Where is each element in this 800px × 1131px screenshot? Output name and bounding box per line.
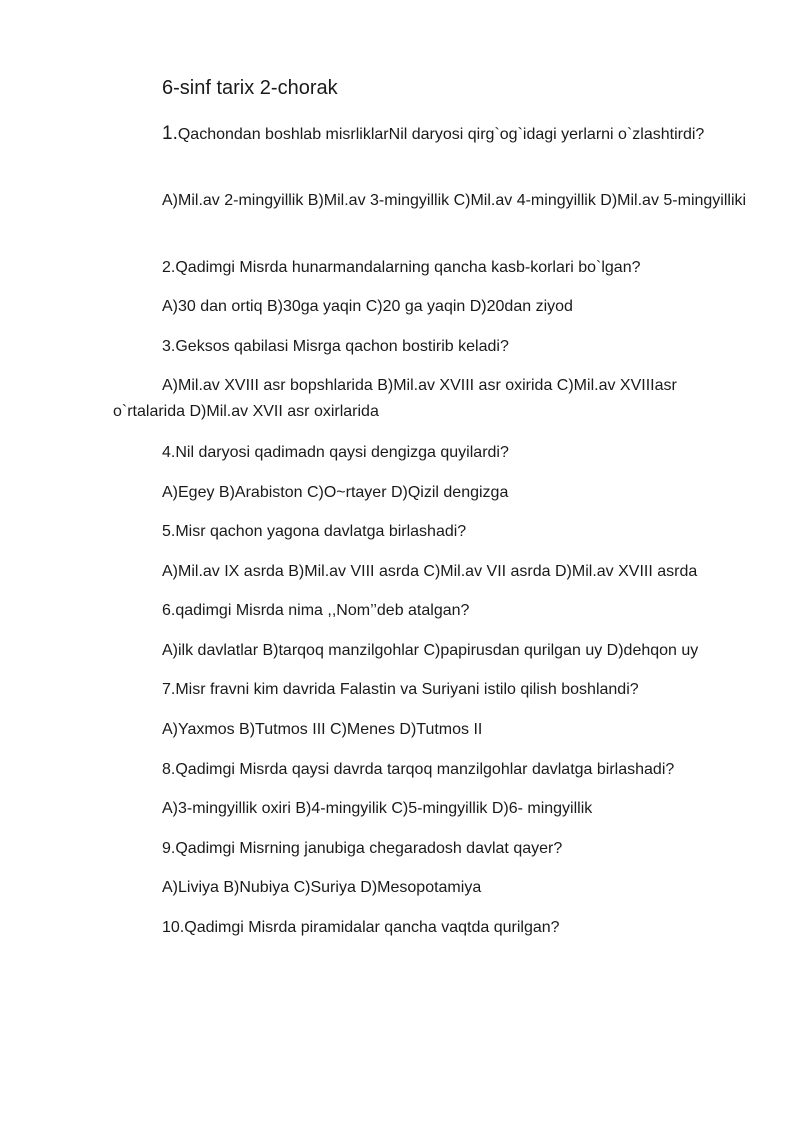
answer-1: A)Mil.av 2-mingyillik B)Mil.av 3-mingyillik C)Mil.av 4-mingyillik D)Mil.av 5-mingyilliki — [162, 192, 747, 209]
question-1 — [113, 121, 753, 148]
answer-4: A)Egey B)Arabiston C)O~rtayer D)Qizil dengizga — [162, 484, 509, 501]
question-1-number: 1. — [162, 123, 178, 144]
answer-9: A)Liviya B)Nubiya C)Suriya D)Mesopotamiya — [162, 879, 482, 896]
question-4: 4.Nil daryosi qadimadn qaysi dengizga quyilardi? — [162, 444, 509, 461]
document-title: 6-sinf tarix 2-chorak — [162, 77, 338, 99]
question-5: 5.Misr qachon yagona davlatga birlashadi? — [162, 523, 467, 540]
question-2: 2.Qadimgi Misrda hunarmandalarning qancha kasb-korlari bo`lgan? — [162, 259, 641, 276]
question-8: 8.Qadimgi Misrda qaysi davrda tarqoq manzilgohlar davlatga birlashadi? — [162, 761, 675, 778]
answer-7: A)Yaxmos B)Tutmos III C)Menes D)Tutmos II — [162, 721, 483, 738]
answer-6: A)ilk davlatlar B)tarqoq manzilgohlar C)papirusdan qurilgan uy D)dehqon uy — [162, 642, 699, 659]
answer-2: A)30 dan ortiq B)30ga yaqin C)20 ga yaqin D)20dan ziyod — [162, 298, 573, 315]
question-9: 9.Qadimgi Misrning janubiga chegaradosh davlat qayer? — [162, 840, 563, 857]
answer-3: A)Mil.av XVIII asr bopshlarida B)Mil.av XVIII asr oxirida C)Mil.av XVIIIasr o`rtalarida D)Mil.av XVII asr oxirlarida — [113, 377, 677, 420]
question-1-text: Qachondan boshlab misrliklarNil daryosi qirg`og`idagi yerlarni o`zlashtirdi? — [177, 126, 705, 143]
answer-5: A)Mil.av IX asrda B)Mil.av VIII asrda C)Mil.av VII asrda D)Mil.av XVIII asrda — [162, 563, 698, 580]
question-7: 7.Misr fravni kim davrida Falastin va Suriyani istilo qilish boshlandi? — [162, 681, 639, 698]
question-3: 3.Geksos qabilasi Misrga qachon bostirib keladi? — [162, 338, 509, 355]
question-6: 6.qadimgi Misrda nima ,,Nom’’deb atalgan? — [162, 602, 470, 619]
question-10: 10.Qadimgi Misrda piramidalar qancha vaqtda qurilgan? — [162, 919, 560, 936]
answer-8: A)3-mingyillik oxiri B)4-mingyilik C)5-mingyillik D)6- mingyillik — [162, 800, 593, 817]
